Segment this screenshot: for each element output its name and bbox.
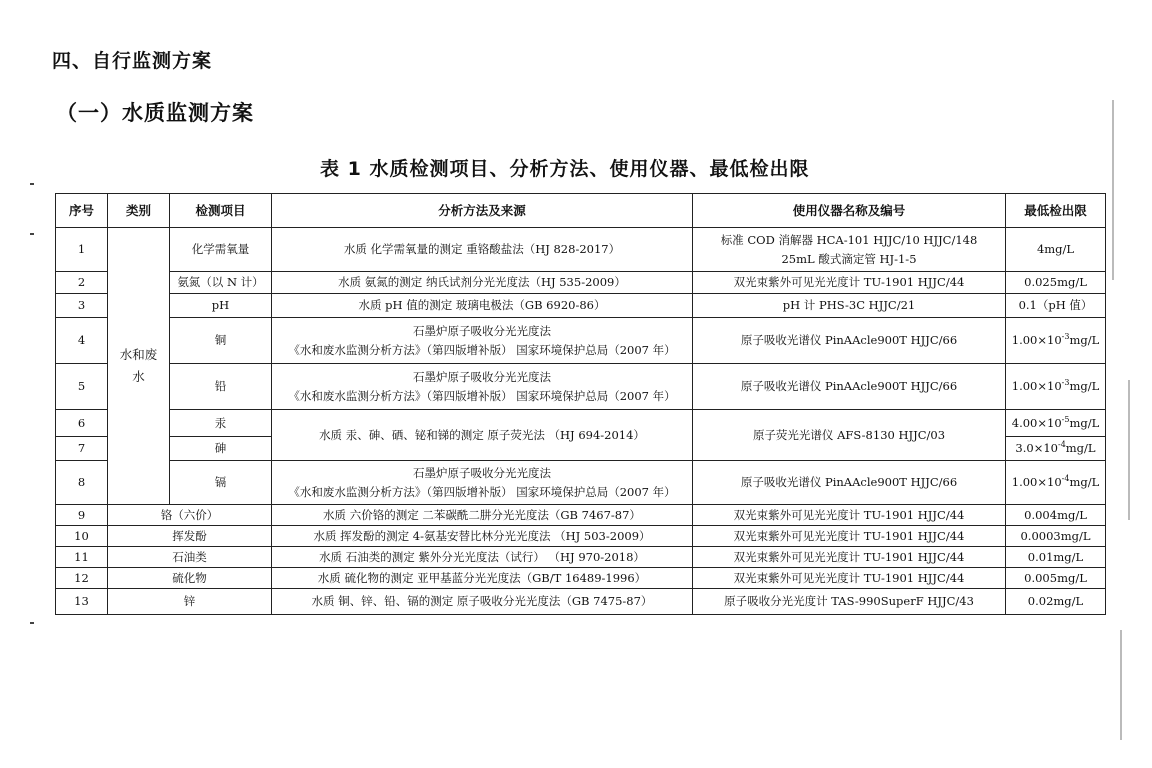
detection-limit: 0.01mg/L (1006, 547, 1106, 568)
method-line: 石墨炉原子吸收分光光度法 (413, 323, 551, 338)
table-row (56, 272, 1106, 294)
test-item: 锌 (108, 589, 272, 615)
instrument (693, 589, 1006, 615)
detection-limit (1006, 364, 1106, 410)
method-line: 水质 石油类的测定 紫外分光光度法（试行） （HJ 970-2018） (319, 549, 645, 564)
row-number: 10 (56, 526, 108, 547)
limit-base: 1.00×10 (1011, 379, 1062, 393)
table-row (56, 589, 1106, 615)
method-line: 石墨炉原子吸收分光光度法 (413, 465, 551, 480)
limit-exponent: -3 (1061, 378, 1070, 388)
instrument-line: 原子吸收光谱仪 PinAAcle900T HJJC/66 (740, 379, 958, 393)
analysis-method (272, 410, 693, 461)
instrument (693, 410, 1006, 461)
test-item: pH (170, 294, 272, 318)
method-line: 《水和废水监测分析方法》（第四版增补版） 国家环境保护总局（2007 年） (288, 342, 676, 357)
instrument-line: 25mL 酸式滴定管 HJ-1-5 (781, 251, 917, 266)
scan-speck (30, 622, 34, 624)
instrument (693, 318, 1006, 364)
test-item: 硫化物 (108, 568, 272, 589)
method-line: 水质 挥发酚的测定 4-氨基安替比林分光光度法 （HJ 503-2009） (313, 528, 651, 543)
table-row (56, 318, 1106, 364)
analysis-method (272, 272, 693, 294)
row-number: 13 (56, 589, 108, 615)
test-item: 砷 (170, 437, 272, 461)
analysis-method (272, 294, 693, 318)
instrument-line: 双光束紫外可见光光度计 TU-1901 HJJC/44 (733, 570, 965, 585)
detection-limit (1006, 461, 1106, 505)
instrument-line: pH 计 PHS-3C HJJC/21 (782, 298, 916, 312)
method-line: 水质 汞、砷、硒、铋和锑的测定 原子荧光法 （HJ 694-2014） (319, 427, 645, 442)
instrument-line: 双光束紫外可见光光度计 TU-1901 HJJC/44 (733, 549, 965, 564)
table-row (56, 410, 1106, 437)
method-line: 水质 硫化物的测定 亚甲基蓝分光光度法（GB/T 16489-1996） (317, 570, 647, 585)
analysis-method (272, 526, 693, 547)
category-cell (108, 228, 170, 505)
detection-limit (1006, 437, 1106, 461)
instrument (693, 272, 1006, 294)
method-line: 水质 氨氮的测定 纳氏试剂分光光度法（HJ 535-2009） (338, 275, 626, 289)
table-row (56, 505, 1106, 526)
limit-unit: mg/L (1069, 333, 1100, 347)
water-monitoring-table (55, 193, 1106, 615)
table-caption: 表 1 水质检测项目、分析方法、使用仪器、最低检出限 (320, 158, 810, 180)
limit-exponent: -4 (1057, 440, 1066, 450)
header-item: 检测项目 (170, 194, 272, 228)
scan-speck (1128, 380, 1130, 520)
subsection-heading: （一）水质监测方案 (56, 101, 254, 125)
test-item: 铅 (170, 364, 272, 410)
analysis-method (272, 547, 693, 568)
test-item: 镉 (170, 461, 272, 505)
limit-exponent: -5 (1061, 414, 1070, 424)
scan-speck (1112, 100, 1114, 280)
analysis-method (272, 568, 693, 589)
instrument (693, 547, 1006, 568)
instrument-line: 原子吸收光谱仪 PinAAcle900T HJJC/66 (740, 475, 958, 489)
limit-unit: mg/L (1065, 441, 1096, 455)
header-category: 类别 (108, 194, 170, 228)
test-item: 汞 (170, 410, 272, 437)
instrument-line: 双光束紫外可见光光度计 TU-1901 HJJC/44 (733, 275, 965, 289)
limit-exponent: -3 (1061, 332, 1070, 342)
instrument-line: 双光束紫外可见光光度计 TU-1901 HJJC/44 (733, 528, 965, 543)
analysis-method (272, 461, 693, 505)
limit-base: 1.00×10 (1011, 475, 1062, 489)
test-item: 挥发酚 (108, 526, 272, 547)
detection-limit: 0.005mg/L (1006, 568, 1106, 589)
limit-base: 1.00×10 (1011, 333, 1062, 347)
detection-limit: 0.1（pH 值） (1006, 294, 1106, 318)
instrument-line: 双光束紫外可见光光度计 TU-1901 HJJC/44 (733, 507, 965, 522)
method-line: 水质 铜、锌、铅、镉的测定 原子吸收分光光度法（GB 7475-87） (311, 594, 653, 608)
row-number: 6 (56, 410, 108, 437)
detection-limit: 0.004mg/L (1006, 505, 1106, 526)
method-line: 水质 pH 值的测定 玻璃电极法（GB 6920-86） (358, 298, 606, 312)
table-row (56, 228, 1106, 272)
row-number: 7 (56, 437, 108, 461)
test-item: 石油类 (108, 547, 272, 568)
row-number: 9 (56, 505, 108, 526)
instrument (693, 568, 1006, 589)
method-line: 《水和废水监测分析方法》（第四版增补版） 国家环境保护总局（2007 年） (288, 388, 676, 403)
instrument (693, 526, 1006, 547)
instrument (693, 294, 1006, 318)
detection-limit (1006, 318, 1106, 364)
method-line: 《水和废水监测分析方法》（第四版增补版） 国家环境保护总局（2007 年） (288, 484, 676, 499)
detection-limit (1006, 410, 1106, 437)
method-line: 石墨炉原子吸收分光光度法 (413, 369, 551, 384)
row-number: 5 (56, 364, 108, 410)
method-line: 水质 化学需氧量的测定 重铬酸盐法（HJ 828-2017） (343, 242, 621, 256)
section-heading: 四、自行监测方案 (52, 50, 213, 72)
instrument (693, 228, 1006, 272)
analysis-method (272, 505, 693, 526)
row-number: 2 (56, 272, 108, 294)
table-row (56, 568, 1106, 589)
test-item: 氨氮（以 N 计） (170, 272, 272, 294)
row-number: 3 (56, 294, 108, 318)
limit-unit: mg/L (1069, 415, 1100, 430)
method-line: 水质 六价铬的测定 二苯碳酰二肼分光光度法（GB 7467-87） (323, 507, 641, 522)
detection-limit: 0.02mg/L (1006, 589, 1106, 615)
scan-speck (30, 183, 34, 185)
limit-exponent: -4 (1061, 474, 1070, 484)
header-method: 分析方法及来源 (272, 194, 693, 228)
detection-limit: 4mg/L (1006, 228, 1106, 272)
row-number: 12 (56, 568, 108, 589)
header-no: 序号 (56, 194, 108, 228)
test-item: 铜 (170, 318, 272, 364)
category-label: 水和废水 (119, 347, 158, 384)
table-row (56, 461, 1106, 505)
analysis-method (272, 228, 693, 272)
limit-unit: mg/L (1069, 475, 1100, 489)
analysis-method (272, 364, 693, 410)
instrument (693, 364, 1006, 410)
instrument (693, 461, 1006, 505)
limit-base: 3.0×10 (1015, 441, 1058, 455)
test-item: 化学需氧量 (170, 228, 272, 272)
instrument (693, 505, 1006, 526)
table-header-row (56, 194, 1106, 228)
header-limit: 最低检出限 (1006, 194, 1106, 228)
table-row (56, 294, 1106, 318)
limit-base: 4.00×10 (1011, 415, 1062, 430)
scan-speck (1120, 630, 1122, 740)
detection-limit: 0.0003mg/L (1006, 526, 1106, 547)
row-number: 11 (56, 547, 108, 568)
header-instrument: 使用仪器名称及编号 (693, 194, 1006, 228)
row-number: 8 (56, 461, 108, 505)
scan-speck (30, 233, 34, 235)
instrument-line: 原子吸收光谱仪 PinAAcle900T HJJC/66 (740, 333, 958, 347)
instrument-line: 原子荧光光谱仪 AFS-8130 HJJC/03 (752, 427, 946, 442)
row-number: 4 (56, 318, 108, 364)
table-row (56, 547, 1106, 568)
table-row (56, 526, 1106, 547)
instrument-line: 原子吸收分光光度计 TAS-990SuperF HJJC/43 (724, 594, 974, 608)
row-number: 1 (56, 228, 108, 272)
analysis-method (272, 589, 693, 615)
analysis-method (272, 318, 693, 364)
table-row (56, 364, 1106, 410)
limit-unit: mg/L (1069, 379, 1100, 393)
test-item: 铬（六价） (108, 505, 272, 526)
instrument-line: 标准 COD 消解器 HCA-101 HJJC/10 HJJC/148 (720, 232, 978, 247)
detection-limit: 0.025mg/L (1006, 272, 1106, 294)
